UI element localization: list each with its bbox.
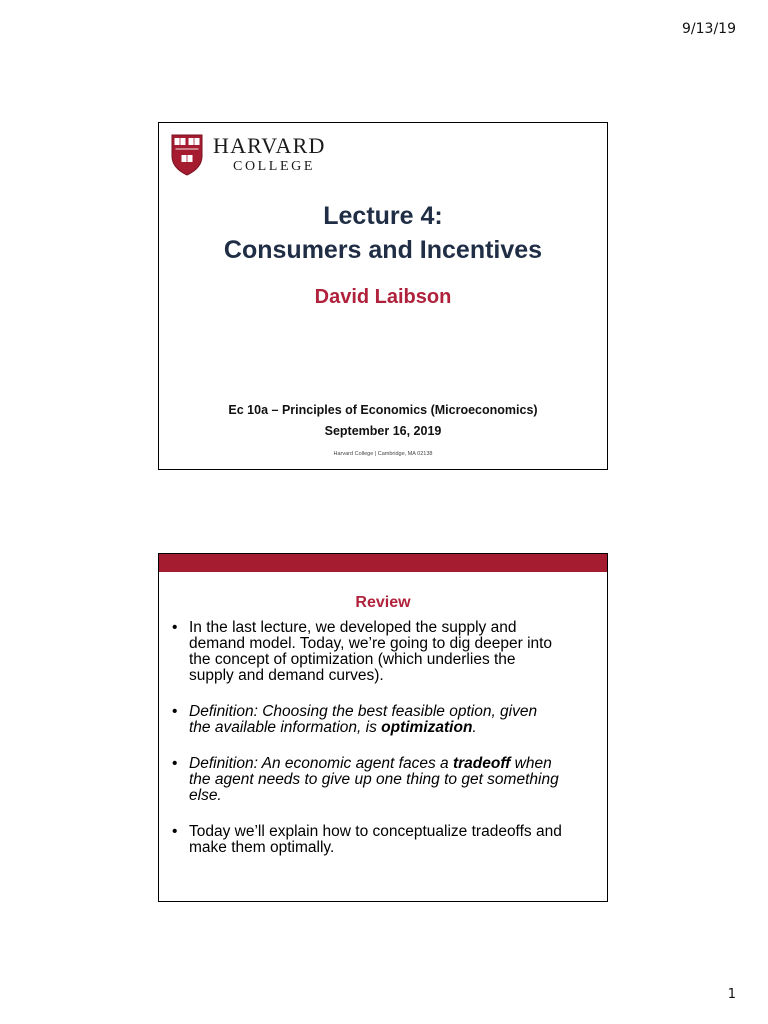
bullet-item <box>171 704 599 736</box>
title-slide <box>158 122 608 470</box>
bullet-line: In the last lecture, we developed the supply and <box>189 619 517 636</box>
bullet-line: supply and demand curves). <box>189 667 384 684</box>
bullet-line: make them optimally. <box>189 839 335 856</box>
term-optimization: optimization <box>381 719 473 736</box>
bullet-line: demand model. Today, we’re going to dig deeper into <box>189 635 553 652</box>
bullet-line: the agent needs to give up one thing to get something <box>189 771 559 788</box>
course-name: Ec 10a – Principles of Economics (Microeconomics) <box>228 403 538 417</box>
page-number: 1 <box>727 987 736 1002</box>
lecture-date: September 16, 2019 <box>324 424 442 438</box>
course-info <box>159 400 607 442</box>
lecture-title-line-2: Consumers and Incentives <box>223 236 543 264</box>
review-title: Review <box>355 594 411 611</box>
bullet-item <box>171 824 599 856</box>
bullet-icon: • <box>172 823 178 840</box>
bullet-text: the available information, is <box>189 719 382 736</box>
logo-name-top: HARVARD <box>213 133 326 158</box>
harvard-shield-icon <box>171 134 203 176</box>
page-date: 9/13/19 <box>682 21 736 37</box>
bullet-line <box>189 756 599 772</box>
lecture-title-line-1: Lecture 4: <box>323 202 443 230</box>
bullet-item <box>171 620 599 684</box>
slide-footer: Harvard College | Cambridge, MA 02138 <box>333 451 433 457</box>
author-name: David Laibson <box>314 286 452 308</box>
bullet-icon: • <box>172 619 178 636</box>
bullet-icon: • <box>172 755 178 772</box>
logo-name-bottom: COLLEGE <box>233 159 315 174</box>
bullet-item <box>171 756 599 804</box>
bullet-icon: • <box>172 703 178 720</box>
term-tradeoff: tradeoff <box>452 755 511 772</box>
bullet-line: Today we’ll explain how to conceptualize tradeoffs and <box>189 823 562 840</box>
bullet-line: the concept of optimization (which underlies the <box>189 651 516 668</box>
harvard-college-logo <box>171 134 326 176</box>
bullet-line: Definition: Choosing the best feasible option, given <box>189 703 538 720</box>
bullet-text: Definition: An economic agent faces a <box>189 755 453 772</box>
lecture-title <box>159 199 607 267</box>
review-slide <box>158 553 608 902</box>
slide-header-bar <box>159 554 607 572</box>
bullet-line: else. <box>189 787 222 804</box>
bullet-text: when <box>510 755 552 772</box>
bullet-line <box>189 720 599 736</box>
review-bullet-list <box>171 620 599 876</box>
bullet-text: . <box>472 719 477 736</box>
